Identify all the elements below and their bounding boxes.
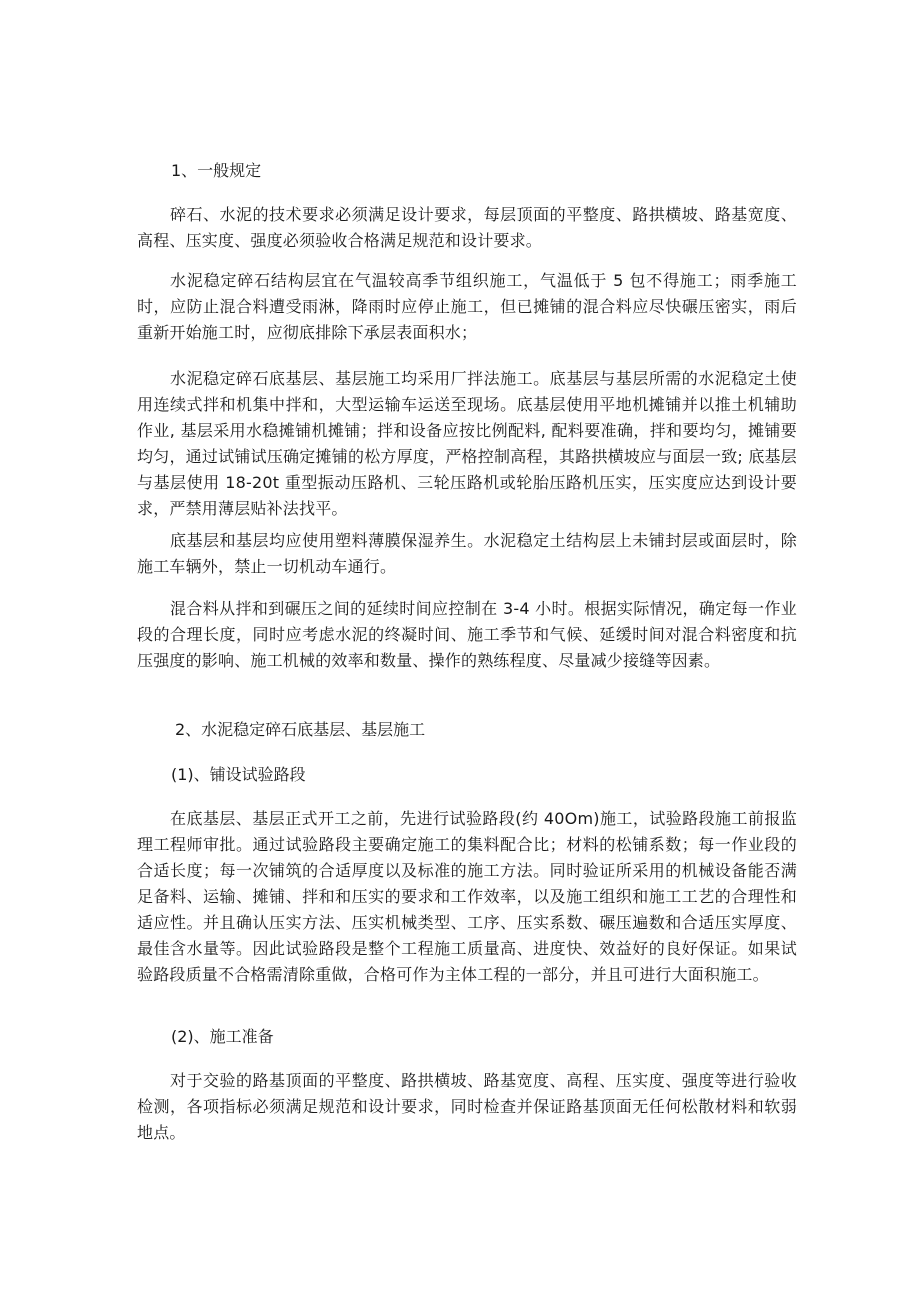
paragraph-4: 底基层和基层均应使用塑料薄膜保湿养生。水泥稳定土结构层上未铺封层或面层时，除施工车辆外，禁止一切机动车通行。 xyxy=(137,531,797,576)
paragraph-1: 碎石、水泥的技术要求必须满足设计要求，每层顶面的平整度、路拱横坡、路基宽度、高程、压实度、强度必须验收合格满足规范和设计要求。 xyxy=(137,205,797,250)
paragraph-6: 在底基层、基层正式开工之前，先进行试验路段(约 40Om)施工，试验路段施工前报监理工程师审批。通过试验路段主要确定施工的集料配合比；材料的松铺系数；每一作业段的合适长度；每一次铺筑的合适厚度以及标准的施工方法。同时验证所采用的机械设备能否满足备料、运输、摊铺、拌和和压实的要求和工作效率，以及施工组织和施工工艺的合理性和适应性。并且确认压实方法、压实机械类型、工序、压实系数、碾压遍数和合适压实厚度、最佳含水量等。因此试验路段是整个工程施工质量高、进度快、效益好的良好保证。如果试验路段质量不合格需清除重做，合格可作为主体工程的一部分，并且可进行大面积施工。 xyxy=(137,809,797,984)
paragraph-5: 混合料从拌和到碾压之间的延续时间应控制在 3-4 小时。根据实际情况，确定每一作业段的合理长度，同时应考虑水泥的终凝时间、施工季节和气候、延缓时间对混合料密度和抗压强度的影响、施工机械的效率和数量、操作的熟练程度、尽量减少接缝等因素。 xyxy=(137,599,797,670)
section-2-heading: 2、水泥稳定碎石底基层、基层施工 xyxy=(175,720,426,739)
section-1-heading: 1、一般规定 xyxy=(171,161,262,180)
paragraph-3: 水泥稳定碎石底基层、基层施工均采用厂拌法施工。底基层与基层所需的水泥稳定土使用连续式拌和机集中拌和，大型运输车运送至现场。底基层使用平地机摊铺并以推土机辅助作业, 基层采用水稳摊铺机摊铺；拌和设备应按比例配料, 配料要准确，拌和要均匀，摊铺要均匀，通过试铺试压确定摊铺的松方厚度，严格控制高程，其路拱横坡应与面层一致; 底基层与基层使用 18-20t 重型振动压路机、三轮压路机或轮胎压路机压实，压实度应达到设计要求，严禁用薄层贴补法找平。 xyxy=(137,369,797,518)
subsection-2-heading: (2)、施工准备 xyxy=(171,1027,274,1046)
subsection-1-heading: (1)、铺设试验路段 xyxy=(171,765,306,784)
paragraph-2: 水泥稳定碎石结构层宜在气温较高季节组织施工，气温低于 5 包不得施工；雨季施工时，应防止混合料遭受雨淋，降雨时应停止施工，但已摊铺的混合料应尽快碾压密实，雨后重新开始施工时，应彻底排除下承层表面积水； xyxy=(137,271,797,342)
paragraph-7: 对于交验的路基顶面的平整度、路拱横坡、路基宽度、高程、压实度、强度等进行验收检测，各项指标必须满足规范和设计要求，同时检查并保证路基顶面无任何松散材料和软弱地点。 xyxy=(137,1071,797,1142)
